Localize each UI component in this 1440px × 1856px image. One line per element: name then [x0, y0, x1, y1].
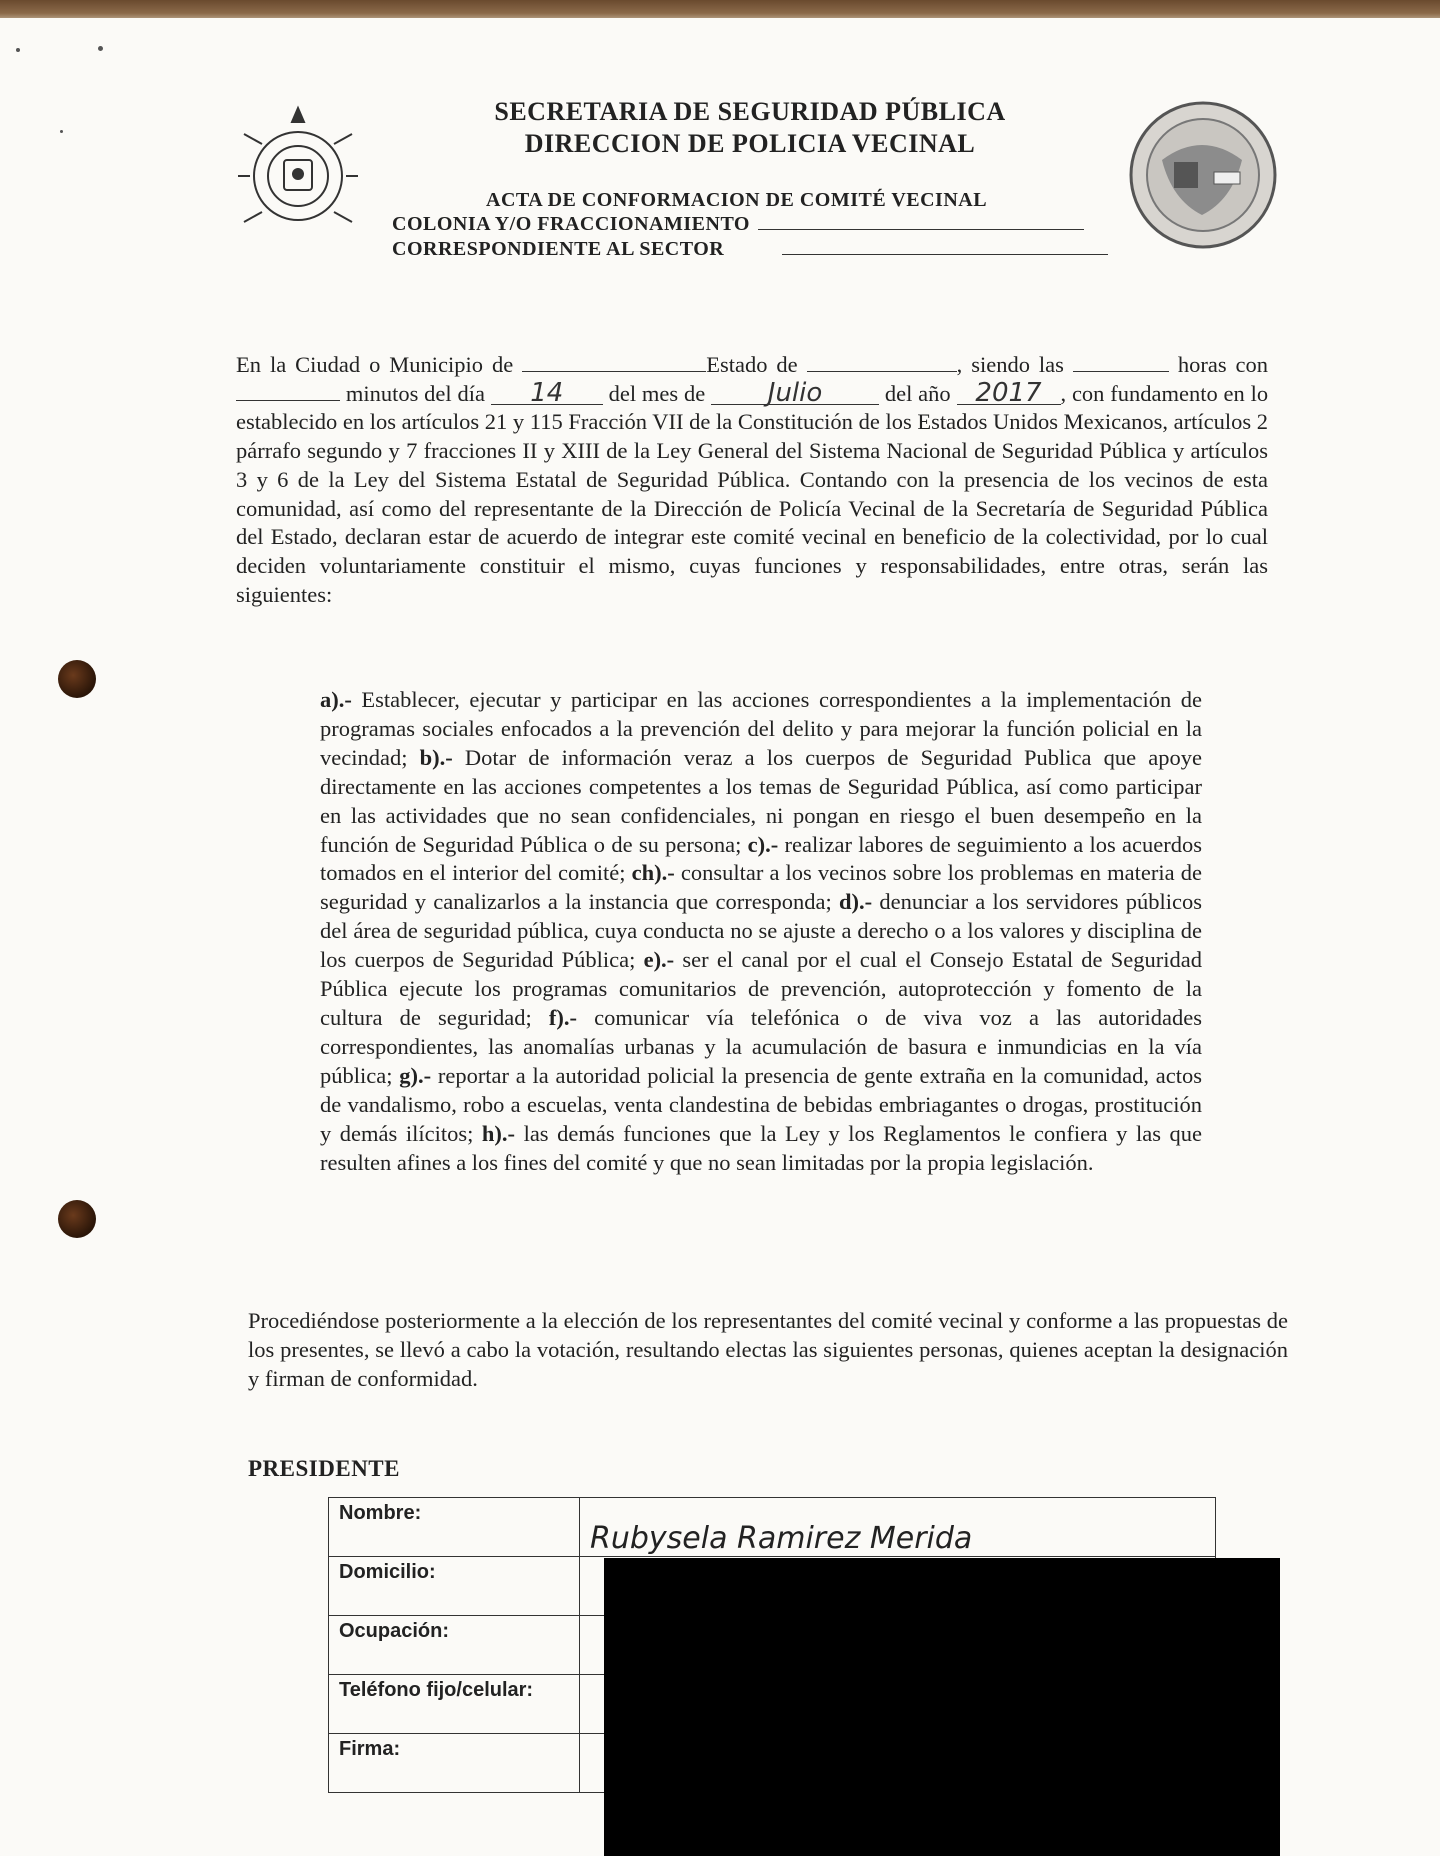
function-letter: h).-	[481, 1120, 516, 1146]
speck	[60, 130, 63, 133]
colonia-blank	[758, 213, 1084, 230]
nombre-value: Rubysela Ramirez Merida	[580, 1498, 1216, 1557]
colonia-label: COLONIA Y/O FRACCIONAMIENTO	[392, 213, 750, 235]
president-title: PRESIDENTE	[248, 1456, 400, 1481]
function-letter: g).-	[399, 1062, 432, 1088]
domicilio-label: Domicilio:	[329, 1557, 580, 1616]
sector-label: CORRESPONDIENTE AL SECTOR	[392, 238, 725, 260]
dia-handwritten: 14	[491, 382, 603, 405]
function-text: Establecer, ejecutar y participar en las acciones correspondientes a la implementación de programas sociales enfocados a la prevención del delito y para mejorar la función policial en la vecindad;	[320, 687, 1202, 770]
intro-text: , con fundamento en lo establecido en los artículos 21 y 115 Fracción VII de la Constitución de los Estados Unidos Mexicanos, artículos 2 párrafo segundo y 7 fracciones II y XIII de la Ley General del Sistema Nacional de Seguridad Pública y artículos 3 y 6 de la Ley del Sistema Estatal de Seguridad Pública. Contando con la presencia de los vecinos de esta comunidad, así como del representante de la Dirección de Policía Vecinal de la Secretaría de Seguridad Pública del Estado, declaran estar de acuerdo de integrar este comité vecinal en beneficio de la colectividad, por lo cual deciden voluntariamente constituir el mismo, cuyas funciones y responsabilidades, entre otras, serán las siguientes:	[236, 380, 1269, 607]
estado-blank	[807, 353, 957, 372]
sector-field	[392, 238, 1108, 261]
punch-hole	[58, 660, 96, 698]
firma-label: Firma:	[329, 1734, 580, 1793]
header-line-2: DIRECCION DE POLICIA VECINAL	[524, 129, 976, 158]
function-text: las demás funciones que la Ley y los Reglamentos le confiera y las que resulten afines a los fines del comité y que no sean limitadas por la propia legislación.	[320, 1120, 1202, 1175]
functions-list	[320, 686, 1202, 1177]
table-row	[329, 1498, 1216, 1557]
telefono-label: Teléfono fijo/celular:	[329, 1675, 580, 1734]
function-text: denunciar a los servidores públicos del área de seguridad pública, cuya conducta no se ajuste a derecho o a los valores y disciplina de los cuerpos de Seguridad Pública;	[320, 889, 1202, 973]
horas-blank	[1073, 353, 1169, 372]
function-text: Dotar de información veraz a los cuerpos de Seguridad Publica que apoye directamente en las acciones competentes a los temas de Seguridad Pública, así como participar en las actividades que no sean confidenciales, ni pongan en riesgo el buen desempeño en la función de Seguridad Pública o de su persona;	[320, 744, 1202, 857]
mes-handwritten: Julio	[711, 382, 879, 405]
function-letter: b).-	[419, 744, 453, 770]
intro-text: , siendo las	[956, 352, 1064, 377]
speck	[16, 48, 20, 52]
punch-hole	[58, 1200, 96, 1238]
ssp-seal-icon	[236, 104, 360, 234]
function-letter: c).-	[747, 831, 779, 857]
intro-paragraph	[236, 351, 1268, 609]
acta-title: ACTA DE CONFORMACION DE COMITÉ VECINAL	[486, 189, 988, 211]
anio-handwritten: 2017	[957, 382, 1061, 405]
function-letter: d).-	[838, 889, 873, 915]
function-text: consultar a los vecinos sobre los problemas en materia de seguridad y canalizarlos a la instancia que corresponda;	[320, 860, 1202, 915]
ocupacion-label: Ocupación:	[329, 1616, 580, 1675]
municipio-blank	[522, 353, 706, 372]
intro-text: del año	[884, 380, 951, 406]
function-letter: e).-	[643, 947, 675, 973]
intro-text: horas con	[1177, 352, 1269, 377]
colonia-field	[392, 213, 1084, 236]
function-text: realizar labores de seguimiento a los acuerdos tomados en el interior del comité;	[320, 831, 1202, 886]
function-text: comunicar vía telefónica o de viva voz a las autoridades correspondientes, las anomalías urbanas y la acumulación de basura e inmundicias en la vía pública;	[320, 1004, 1202, 1088]
nombre-label: Nombre:	[329, 1498, 580, 1557]
function-letter: ch).-	[631, 860, 675, 886]
consejo-seal-icon	[1122, 100, 1284, 250]
function-letter: f).-	[548, 1004, 577, 1030]
document-header	[380, 96, 1120, 160]
sector-blank	[782, 238, 1108, 255]
header-line-1: SECRETARIA DE SEGURIDAD PÚBLICA	[494, 97, 1006, 126]
function-text: reportar a la autoridad policial la presencia de gente extraña en la comunidad, actos de vandalismo, robo a escuelas, venta clandestina de bebidas embriagantes o drogas, prostitución y demás ilícitos;	[320, 1062, 1202, 1146]
election-paragraph: Procediéndose posteriormente a la elección de los representantes del comité vecinal y conforme a las propuestas de los presentes, se llevó a cabo la votación, resultando electas las siguientes personas, quienes aceptan la designación y firman de conformidad.	[248, 1308, 1288, 1391]
intro-text: minutos del día	[345, 380, 485, 406]
intro-text: del mes de	[608, 380, 706, 406]
function-letter: a).-	[320, 687, 352, 712]
intro-text: Estado de	[706, 352, 798, 377]
speck	[98, 46, 103, 51]
minutos-blank	[236, 382, 340, 401]
intro-text: En la Ciudad o Municipio de	[236, 352, 514, 377]
function-text: ser el canal por el cual el Consejo Estatal de Seguridad Pública ejecute los programas comunitarios de prevención, autoprotección y fomento de la cultura de seguridad;	[320, 947, 1203, 1030]
redaction-block	[604, 1558, 1280, 1856]
